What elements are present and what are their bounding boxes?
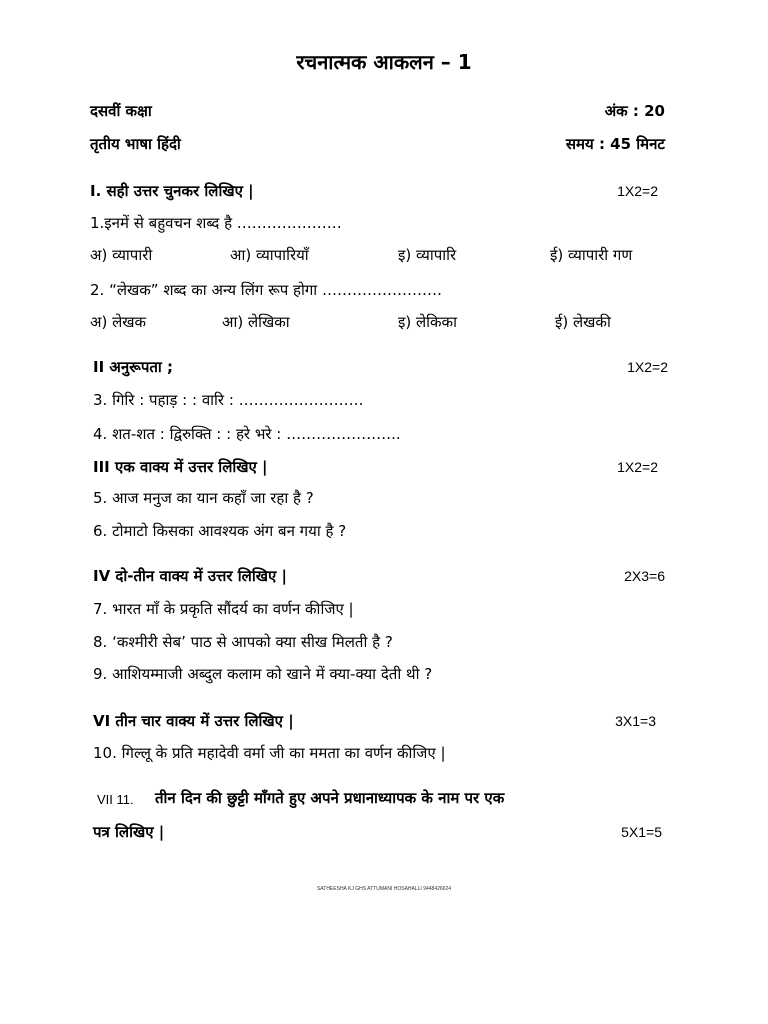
q2-option-d: ई) लेखकी xyxy=(555,313,611,331)
question-9: 9. आशियम्माजी अब्दुल कलाम को खाने में क्या-क्या देती थी ? xyxy=(93,665,433,683)
q1-option-b: आ) व्यापारियाँ xyxy=(230,246,309,264)
footer-credit: SATHEESHA KJ GHS ATTUMANI HOSAHALLI 9448426624 xyxy=(316,886,452,892)
question-3: 3. गिरि : पहाड़ : : वारि : ……………………. xyxy=(93,391,364,409)
section-3-heading: III एक वाक्य में उत्तर लिखिए | xyxy=(93,458,268,476)
section-6-heading: VI तीन चार वाक्य में उत्तर लिखिए | xyxy=(93,712,294,730)
section-4-marks: 2X3=6 xyxy=(624,568,665,584)
section-7-marks: 5X1=5 xyxy=(621,824,662,840)
question-2: 2. “लेखक” शब्द का अन्य लिंग रूप होगा …………………… xyxy=(90,281,442,299)
q1-option-c: इ) व्यापारि xyxy=(398,246,457,264)
section-1-heading: I. सही उत्तर चुनकर लिखिए | xyxy=(90,182,254,200)
section-4-heading: IV दो-तीन वाक्य में उत्तर लिखिए | xyxy=(93,567,287,585)
q2-option-b: आ) लेखिका xyxy=(222,313,290,331)
q1-option-d: ई) व्यापारी गण xyxy=(550,246,633,264)
section-3-marks: 1X2=2 xyxy=(617,459,658,475)
section-6-marks: 3X1=3 xyxy=(615,713,656,729)
section-2-heading: II अनुरूपता ; xyxy=(93,358,174,376)
q1-option-a: अ) व्यापारी xyxy=(90,246,153,264)
section-2-marks: 1X2=2 xyxy=(627,359,668,375)
page-title: रचनात्मक आकलन – 1 xyxy=(296,50,472,74)
question-11-line2: पत्र लिखिए | xyxy=(93,823,165,841)
section-1-marks: 1X2=2 xyxy=(617,183,658,199)
question-5: 5. आज मनुज का यान कहाँ जा रहा है ? xyxy=(93,489,314,507)
question-7: 7. भारत माँ के प्रकृति सौंदर्य का वर्णन कीजिए | xyxy=(93,600,354,618)
question-4: 4. शत-शत : द्विरुक्ति : : हरे भरे : ………………….. xyxy=(93,425,401,443)
section-7-prefix: VII 11. xyxy=(97,792,134,807)
q2-option-a: अ) लेखक xyxy=(90,313,147,331)
marks-label: अंक : 20 xyxy=(604,102,665,120)
question-10: 10. गिल्लू के प्रति महादेवी वर्मा जी का ममता का वर्णन कीजिए | xyxy=(93,744,446,762)
question-11-line1: तीन दिन की छुट्टी माँगते हुए अपने प्रधानाध्यापक के नाम पर एक xyxy=(155,789,505,807)
q2-option-c: इ) लेकिका xyxy=(398,313,457,331)
question-6: 6. टोमाटो किसका आवश्यक अंग बन गया है ? xyxy=(93,522,347,540)
class-label: दसवीं कक्षा xyxy=(90,102,152,120)
question-8: 8. ‘कश्मीरी सेब’ पाठ से आपको क्या सीख मिलती है ? xyxy=(93,633,393,651)
time-label: समय : 45 मिनट xyxy=(565,135,665,153)
subject-label: तृतीय भाषा हिंदी xyxy=(90,135,181,153)
question-1: 1.इनमें से बहुवचन शब्द है ………………… xyxy=(90,214,342,232)
